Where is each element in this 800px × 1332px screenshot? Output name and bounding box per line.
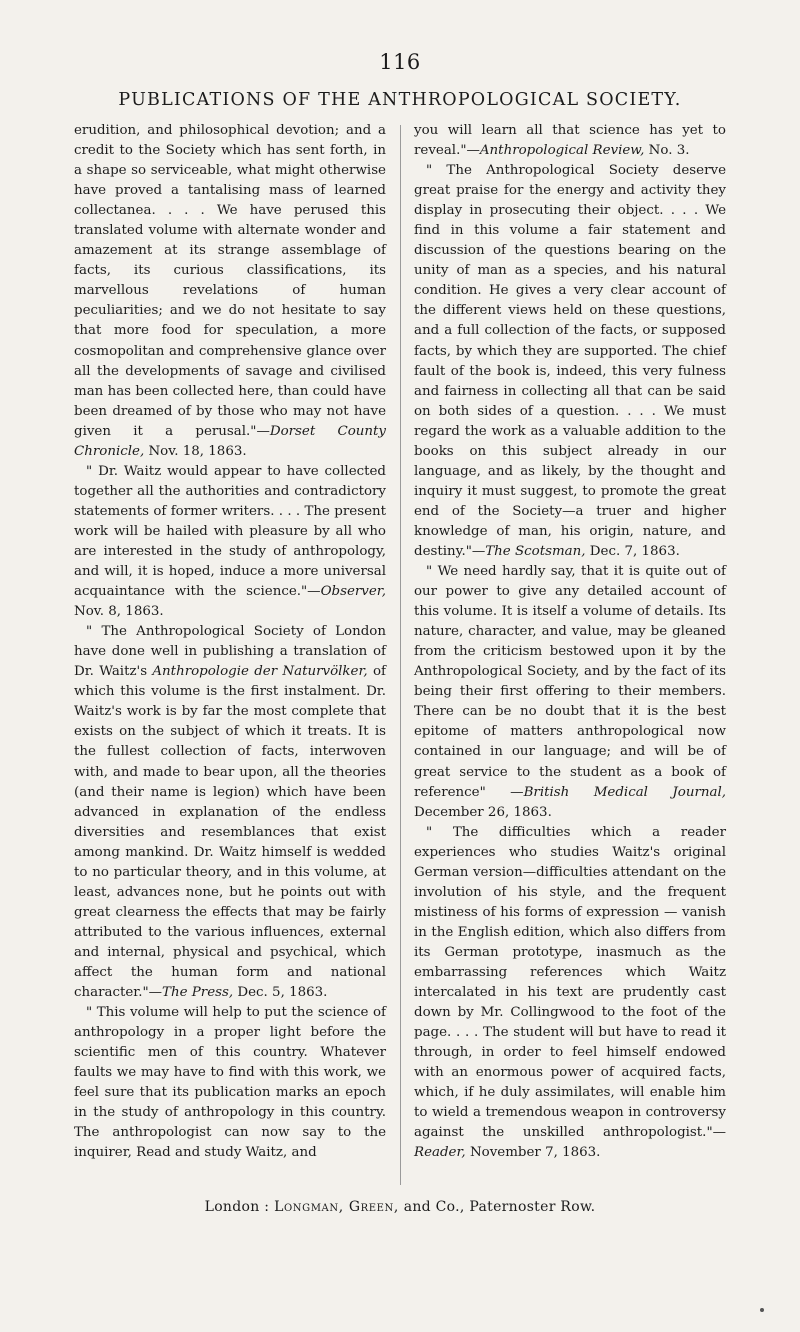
left-column — [74, 121, 386, 1201]
paragraph-text: " The Anthropological Society of London have done well in publishing a translation of Dr. Waitz's — [74, 624, 386, 680]
source-title: The Press, — [162, 985, 234, 1001]
paragraph-text: December 26, 1863. — [414, 804, 552, 820]
paragraph-text: erudition, and philosophical devotion; and a credit to the Society which has sent forth, in a shape so serviceable, what might otherwise have proved a tantalising mass of learned collectanea. . . . We have perused this translated volume with alternate wonder and amazement at its strange assemblage of facts, its curious classifications, its marvellous revelations of human peculiarities; and we do not hesitate to say that more food for speculation, a more cosmopolitan and comprehensive glance over all the developments of savage and civilised man has been collected here, than could have been dreamed of by those who may not have given it a perusal."— — [74, 123, 386, 439]
paragraph-text: Nov. 8, 1863. — [74, 604, 164, 620]
source-title: Anthropologie der Naturvölker, — [152, 664, 368, 680]
source-title: Anthropological Review, — [479, 143, 645, 159]
review-paragraph — [74, 121, 386, 462]
review-paragraph — [414, 161, 726, 562]
imprint-publisher: Longman, Green, — [274, 1199, 399, 1215]
page-number: 116 — [379, 50, 421, 74]
source-title: Reader, — [414, 1145, 466, 1161]
imprint-suffix: and Co., Paternoster Row. — [398, 1199, 596, 1215]
paragraph-text: Nov. 18, 1863. — [144, 443, 247, 459]
review-paragraph — [74, 462, 386, 622]
paragraph-text: " This volume will help to put the science of anthropology in a proper light before the scientific men of this country. Whatever faults we may have to find with this work, we feel sure that its publication marks an epoch in the study of anthropology in this country. The anthropologist can now say to the inquirer, Read and study Waitz, and — [74, 1005, 386, 1161]
paragraph-text: Dec. 7, 1863. — [585, 543, 680, 559]
imprint-prefix: London : — [204, 1199, 275, 1215]
paragraph-text: " The Anthropological Society deserve great praise for the energy and activity they display in prosecuting their object. . . . We find in this volume a fair statement and discussion of the questions bearing on the unity of man as a species, and his natural condition. He gives a very clear account of the different views held on these questions, and a full collection of the facts, or supposed facts, by which they are supported. The chief fault of the book is, indeed, this very fulness and fairness in collecting all that can be said on both sides of a question. . . . We must regard the work as a valuable addition to the books on this subject already in our language, and as likely, by the thought and inquiry it must suggest, to promote the great end of the Society—a truer and higher knowledge of man, his origin, nature, and destiny."— — [414, 163, 726, 559]
paragraph-text: " We need hardly say, that it is quite out of our power to give any detailed account of this volume. It is itself a volume of details. Its nature, character, and value, may be gleaned from the criticism bestowed upon it by the Anthropological Society, and by the fact of its being their first offering to their members. There can be no doubt that it is the best epitome of matters anthropological now contained in our language; and will be of great service to the student as a book of reference" — — [414, 564, 726, 800]
paragraph-text: you will learn all that science has yet to reveal."— — [414, 123, 726, 159]
paragraph-text: " The difficulties which a reader experiences who studies Waitz's original German version—difficulties attendant on the involution of his style, and the frequent mistiness of his forms of expression — vanish in the English edition, which also differs from its German prototype, inasmuch as the embarrassing references which Waitz intercalated in his text are prudently cast down by Mr. Collingwood to the foot of the page. . . . The student will but have to read it through, in order to feel himself endowed with an enormous power of acquired facts, which, if he duly assimilates, will enable him to wield a tremendous weapon in controversy against the unskilled anthropologist."— — [414, 824, 726, 1141]
paragraph-text: of which this volume is the first instalment. Dr. Waitz's work is by far the most complete that exists on the subject of which it treats. It is the fullest collection of facts, interwoven with, and made to bear upon, all the theories (and their name is legion) which have been advanced in explanation of the endless diversities and resemblances that exist among mankind. Dr. Waitz himself is wedded to no particular theory, and in this volume, at least, advances none, but he points out with great clearness the effects that may be fairly attributed to the various influences, external and internal, physical and psychical, which affect the human form and national character."— — [74, 664, 386, 1001]
running-head: PUBLICATIONS OF THE ANTHROPOLOGICAL SOCIETY. — [118, 90, 682, 110]
paragraph-text: " Dr. Waitz would appear to have collected together all the authorities and contradictory statements of former writers. . . . The present work will be hailed with pleasure by all who are interested in the study of anthropology, and will, it is hoped, induce a more universal acquaintance with the science."— — [74, 463, 386, 600]
review-paragraph — [74, 1003, 386, 1163]
review-paragraph — [414, 121, 726, 161]
review-paragraph — [414, 562, 726, 823]
review-paragraph — [414, 823, 726, 1164]
page-speck — [760, 1308, 764, 1312]
source-title: British Medical Journal, — [523, 784, 726, 800]
paragraph-text: Dec. 5, 1863. — [233, 985, 328, 1001]
paragraph-text: No. 3. — [644, 143, 690, 159]
paragraph-text: November 7, 1863. — [465, 1145, 601, 1161]
source-title: Observer, — [320, 584, 386, 600]
two-column-body — [74, 121, 726, 1201]
right-column — [414, 121, 726, 1201]
source-title: Dorset County Chronicle, — [74, 423, 386, 459]
source-title: The Scotsman, — [485, 543, 586, 559]
review-paragraph — [74, 622, 386, 1003]
publisher-imprint — [0, 1199, 800, 1215]
